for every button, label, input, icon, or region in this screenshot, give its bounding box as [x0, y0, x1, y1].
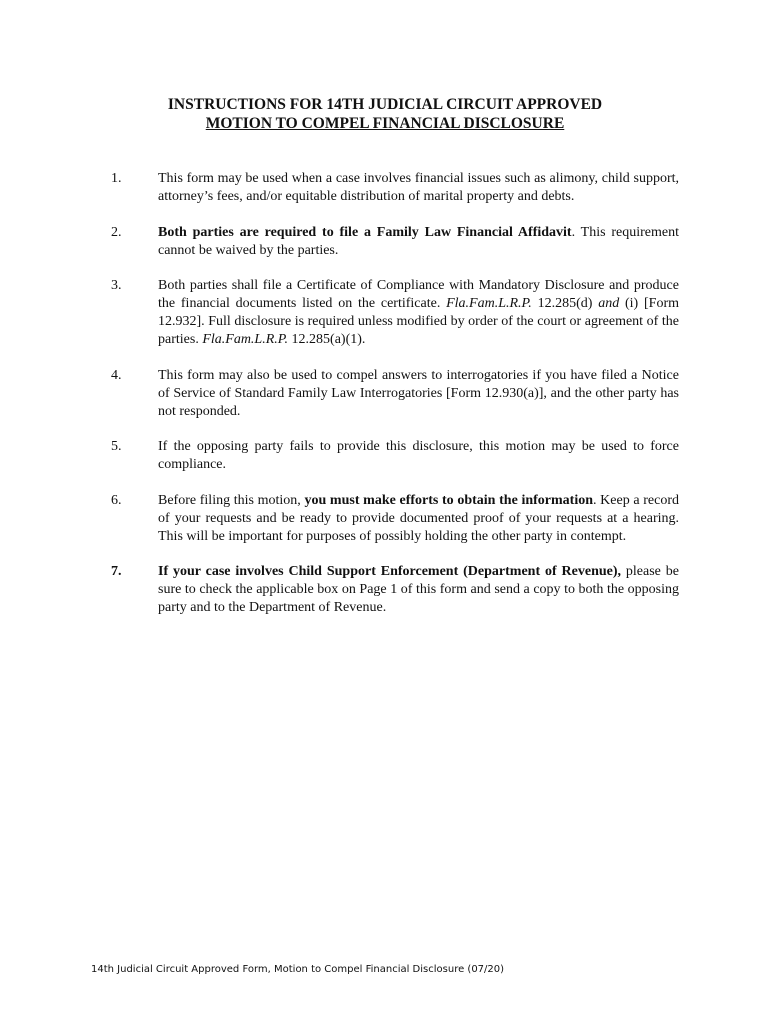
item-text-bold: If your case involves Child Support Enforcement (Department of Revenue),	[158, 564, 622, 579]
item-number: 3.	[111, 278, 122, 293]
item-text-body: 12.285(d)	[531, 296, 599, 311]
title-line-1: INSTRUCTIONS FOR 14TH JUDICIAL CIRCUIT APPROVED	[167, 96, 603, 113]
item-text-bold: Both parties are required to file a Family Law Financial Affidavit	[158, 224, 572, 240]
item-text-body: This form may be used when a case involves financial issues such as alimony, child support, attorney’s fees, and/or equitable distribution of marital property and debts.	[158, 171, 679, 204]
item-text-body: . Keep a record of your requests and be ready to provide documented proof of your requests at a hearing. This will be important for purposes of possibly holding the other party in contempt.	[158, 492, 679, 544]
item-text-bold: you must make efforts to obtain the information	[304, 492, 593, 508]
instruction-item-5	[0, 438, 770, 474]
item-text	[158, 492, 679, 546]
item-text-body: 12.285(a)(1).	[288, 332, 366, 347]
instruction-item-1	[0, 170, 770, 206]
instruction-item-2	[0, 224, 770, 260]
item-number: 1.	[111, 171, 122, 186]
item-text-body: Before filing this motion,	[158, 492, 305, 508]
item-text-body: please be sure to check the applicable box on Page 1 of this form and send a copy to both the opposing party and to the Department of Revenue.	[158, 564, 679, 615]
instruction-item-3	[0, 277, 770, 349]
page-title	[0, 95, 770, 133]
item-text-body: Both parties shall file a Certificate of Compliance with Mandatory Disclosure and produce the financial documents listed on the certificate.	[158, 278, 679, 311]
item-text-body: This form may also be used to compel answers to interrogatories if you have filed a Notice of Service of Standard Family Law Interrogatories [Form 12.930(a)], and the other party has not responded.	[158, 367, 679, 419]
instruction-item-4	[0, 367, 770, 421]
item-text-body: . This requirement cannot be waived by the parties.	[158, 224, 679, 258]
italic-word: and	[598, 296, 620, 311]
rule-citation: Fla.Fam.L.R.P.	[446, 296, 532, 311]
item-text	[158, 170, 679, 206]
item-text	[158, 277, 679, 349]
item-number: 5.	[111, 439, 122, 454]
item-number: 2.	[111, 224, 122, 240]
instruction-list	[0, 170, 770, 635]
item-number: 6.	[111, 492, 122, 508]
rule-citation: Fla.Fam.L.R.P.	[202, 332, 289, 347]
item-text	[158, 563, 679, 617]
page-footer: 14th Judicial Circuit Approved Form, Motion to Compel Financial Disclosure (07/20)	[91, 964, 505, 975]
item-text-body: (i) [Form 12.932]. Full disclosure is required unless modified by order of the court or agreement of the parties.	[158, 296, 680, 347]
item-text-body: If the opposing party fails to provide this disclosure, this motion may be used to force compliance.	[158, 439, 679, 472]
item-text	[158, 224, 679, 260]
item-number: 4.	[111, 367, 122, 383]
item-text	[158, 438, 679, 474]
item-number: 7.	[111, 564, 122, 579]
instruction-item-6	[0, 492, 770, 546]
item-text	[158, 367, 679, 421]
instruction-item-7	[0, 563, 770, 617]
title-line-2: MOTION TO COMPEL FINANCIAL DISCLOSURE	[205, 115, 565, 132]
